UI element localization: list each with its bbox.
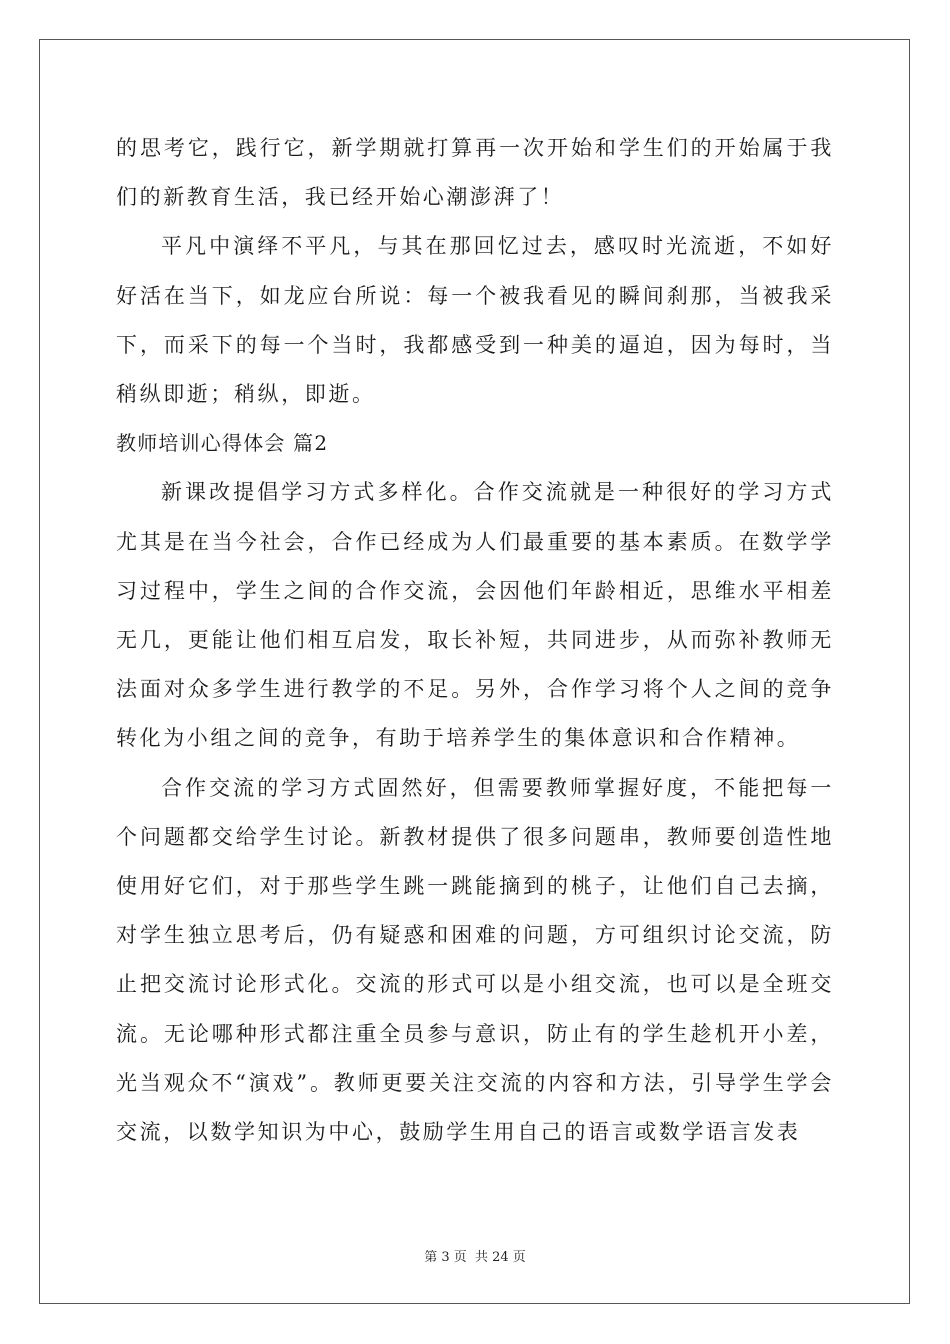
paragraph-continuation: 的思考它，践行它，新学期就打算再一次开始和学生们的开始属于我们的新教育生活，我已经开始心潮澎湃了！ xyxy=(116,136,834,210)
paragraph-reflection: 平凡中演绎不平凡，与其在那回忆过去，感叹时光流逝，不如好好活在当下，如龙应台所说：每一个被我看见的瞬间刹那，当被我采下，而采下的每一个当时，我都感受到一种美的逼迫，因为每时，当稍纵即逝；稍纵，即逝。 xyxy=(116,234,834,407)
paragraph-cooperative-learning: 新课改提倡学习方式多样化。合作交流就是一种很好的学习方式尤其是在当今社会，合作已经成为人们最重要的基本素质。在数学学习过程中，学生之间的合作交流，会因他们年龄相近，思维水平相差无几，更能让他们相互启发，取长补短，共同进步，从而弥补教师无法面对众多学生进行教学的不足。另外，合作学习将个人之间的竞争转化为小组之间的竞争，有助于培养学生的集体意识和合作精神。 xyxy=(116,480,834,751)
document-body xyxy=(116,124,834,1157)
page-number-footer: 第 3 页 共 24 页 xyxy=(424,1250,526,1265)
section-heading: 教师培训心得体会 篇2 xyxy=(116,431,329,456)
paragraph-teacher-guidance: 合作交流的学习方式固然好，但需要教师掌握好度，不能把每一个问题都交给学生讨论。新教材提供了很多问题串，教师要创造性地使用好它们，对于那些学生跳一跳能摘到的桃子，让他们自己去摘，对学生独立思考后，仍有疑惑和困难的问题，方可组织讨论交流，防止把交流讨论形式化。交流的形式可以是小组交流，也可以是全班交流。无论哪种形式都注重全员参与意识，防止有的学生趁机开小差，光当观众不“演戏”。教师更要关注交流的内容和方法，引导学生学会交流，以数学知识为中心，鼓励学生用自己的语言或数学语言发表 xyxy=(116,775,834,1145)
